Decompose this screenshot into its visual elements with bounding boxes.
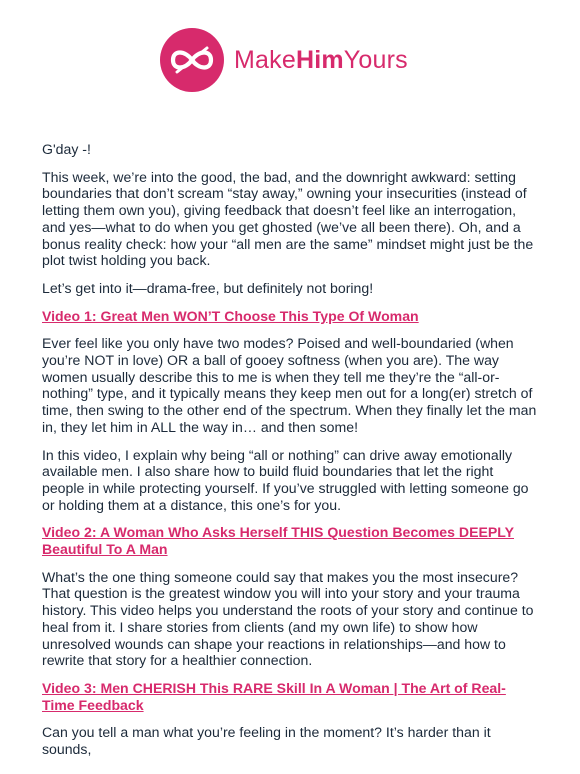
video-2-paragraph-1: What’s the one thing someone could say that makes you the most insecure? That question is the greatest window you will into your story and your trauma history. This video helps you understand the roots of your story and continue to heal from it. I share stories from clients (and my own life) to show how unresolved wounds can shape your reactions in relationships—and how to rewrite that story for a healthier connection. bbox=[42, 568, 534, 669]
brand-logo[interactable] bbox=[160, 28, 408, 92]
intro-paragraph: This week, we’re into the good, the bad, and the downright awkward: setting boundaries that don’t scream “stay away,” owning your insecurities (instead of letting them own you), giving feedback that doesn’t feel like an interrogation, and yes—what to do when you get ghosted (we’ve all been there). Oh, and a bonus reality check: how your “all men are the same” mindset might just be the plot twist holding you back. bbox=[42, 168, 534, 269]
video-3-paragraph-1: Can you tell a man what you’re feeling in the moment? It’s harder than it sounds, bbox=[42, 724, 491, 758]
brand-name-make: Make bbox=[234, 45, 296, 74]
lead-in-paragraph: Let’s get into it—drama-free, but definitely not boring! bbox=[42, 279, 374, 296]
brand-name bbox=[234, 46, 408, 75]
greeting: G'day -! bbox=[42, 141, 91, 157]
brand-name-yours: Yours bbox=[343, 45, 408, 74]
video-2-link[interactable]: Video 2: A Woman Who Asks Herself THIS Question Becomes DEEPLY Beautiful To A Man bbox=[42, 524, 514, 558]
email-header bbox=[0, 0, 580, 118]
video-1-paragraph-1: Ever feel like you only have two modes? Poised and well-boundaried (when you’re NOT in love) OR a ball of gooey softness (when you are). The way women usually describe this to me is when they tell me they’re the “all-or-nothing” type, and it typically means they keep men out for a long(er) stretch of time, then swing to the other end of the spectrum. When they finally let the man in, they let him in ALL the way in… and then some! bbox=[42, 335, 537, 435]
email-body bbox=[42, 141, 538, 769]
video-1-link[interactable]: Video 1: Great Men WON’T Choose This Type Of Woman bbox=[42, 307, 419, 324]
brand-name-him: Him bbox=[295, 45, 344, 74]
video-1-paragraph-2: In this video, I explain why being “all or nothing” can drive away emotionally available men. I also share how to build fluid boundaries that let the right people in while protecting yourself. If you’ve struggled with letting someone go or holding them at a distance, this one’s for you. bbox=[42, 446, 529, 513]
video-3-link[interactable]: Video 3: Men CHERISH This RARE Skill In A Woman | The Art of Real-Time Feedback bbox=[42, 679, 506, 713]
infinity-logo-icon bbox=[160, 28, 224, 92]
